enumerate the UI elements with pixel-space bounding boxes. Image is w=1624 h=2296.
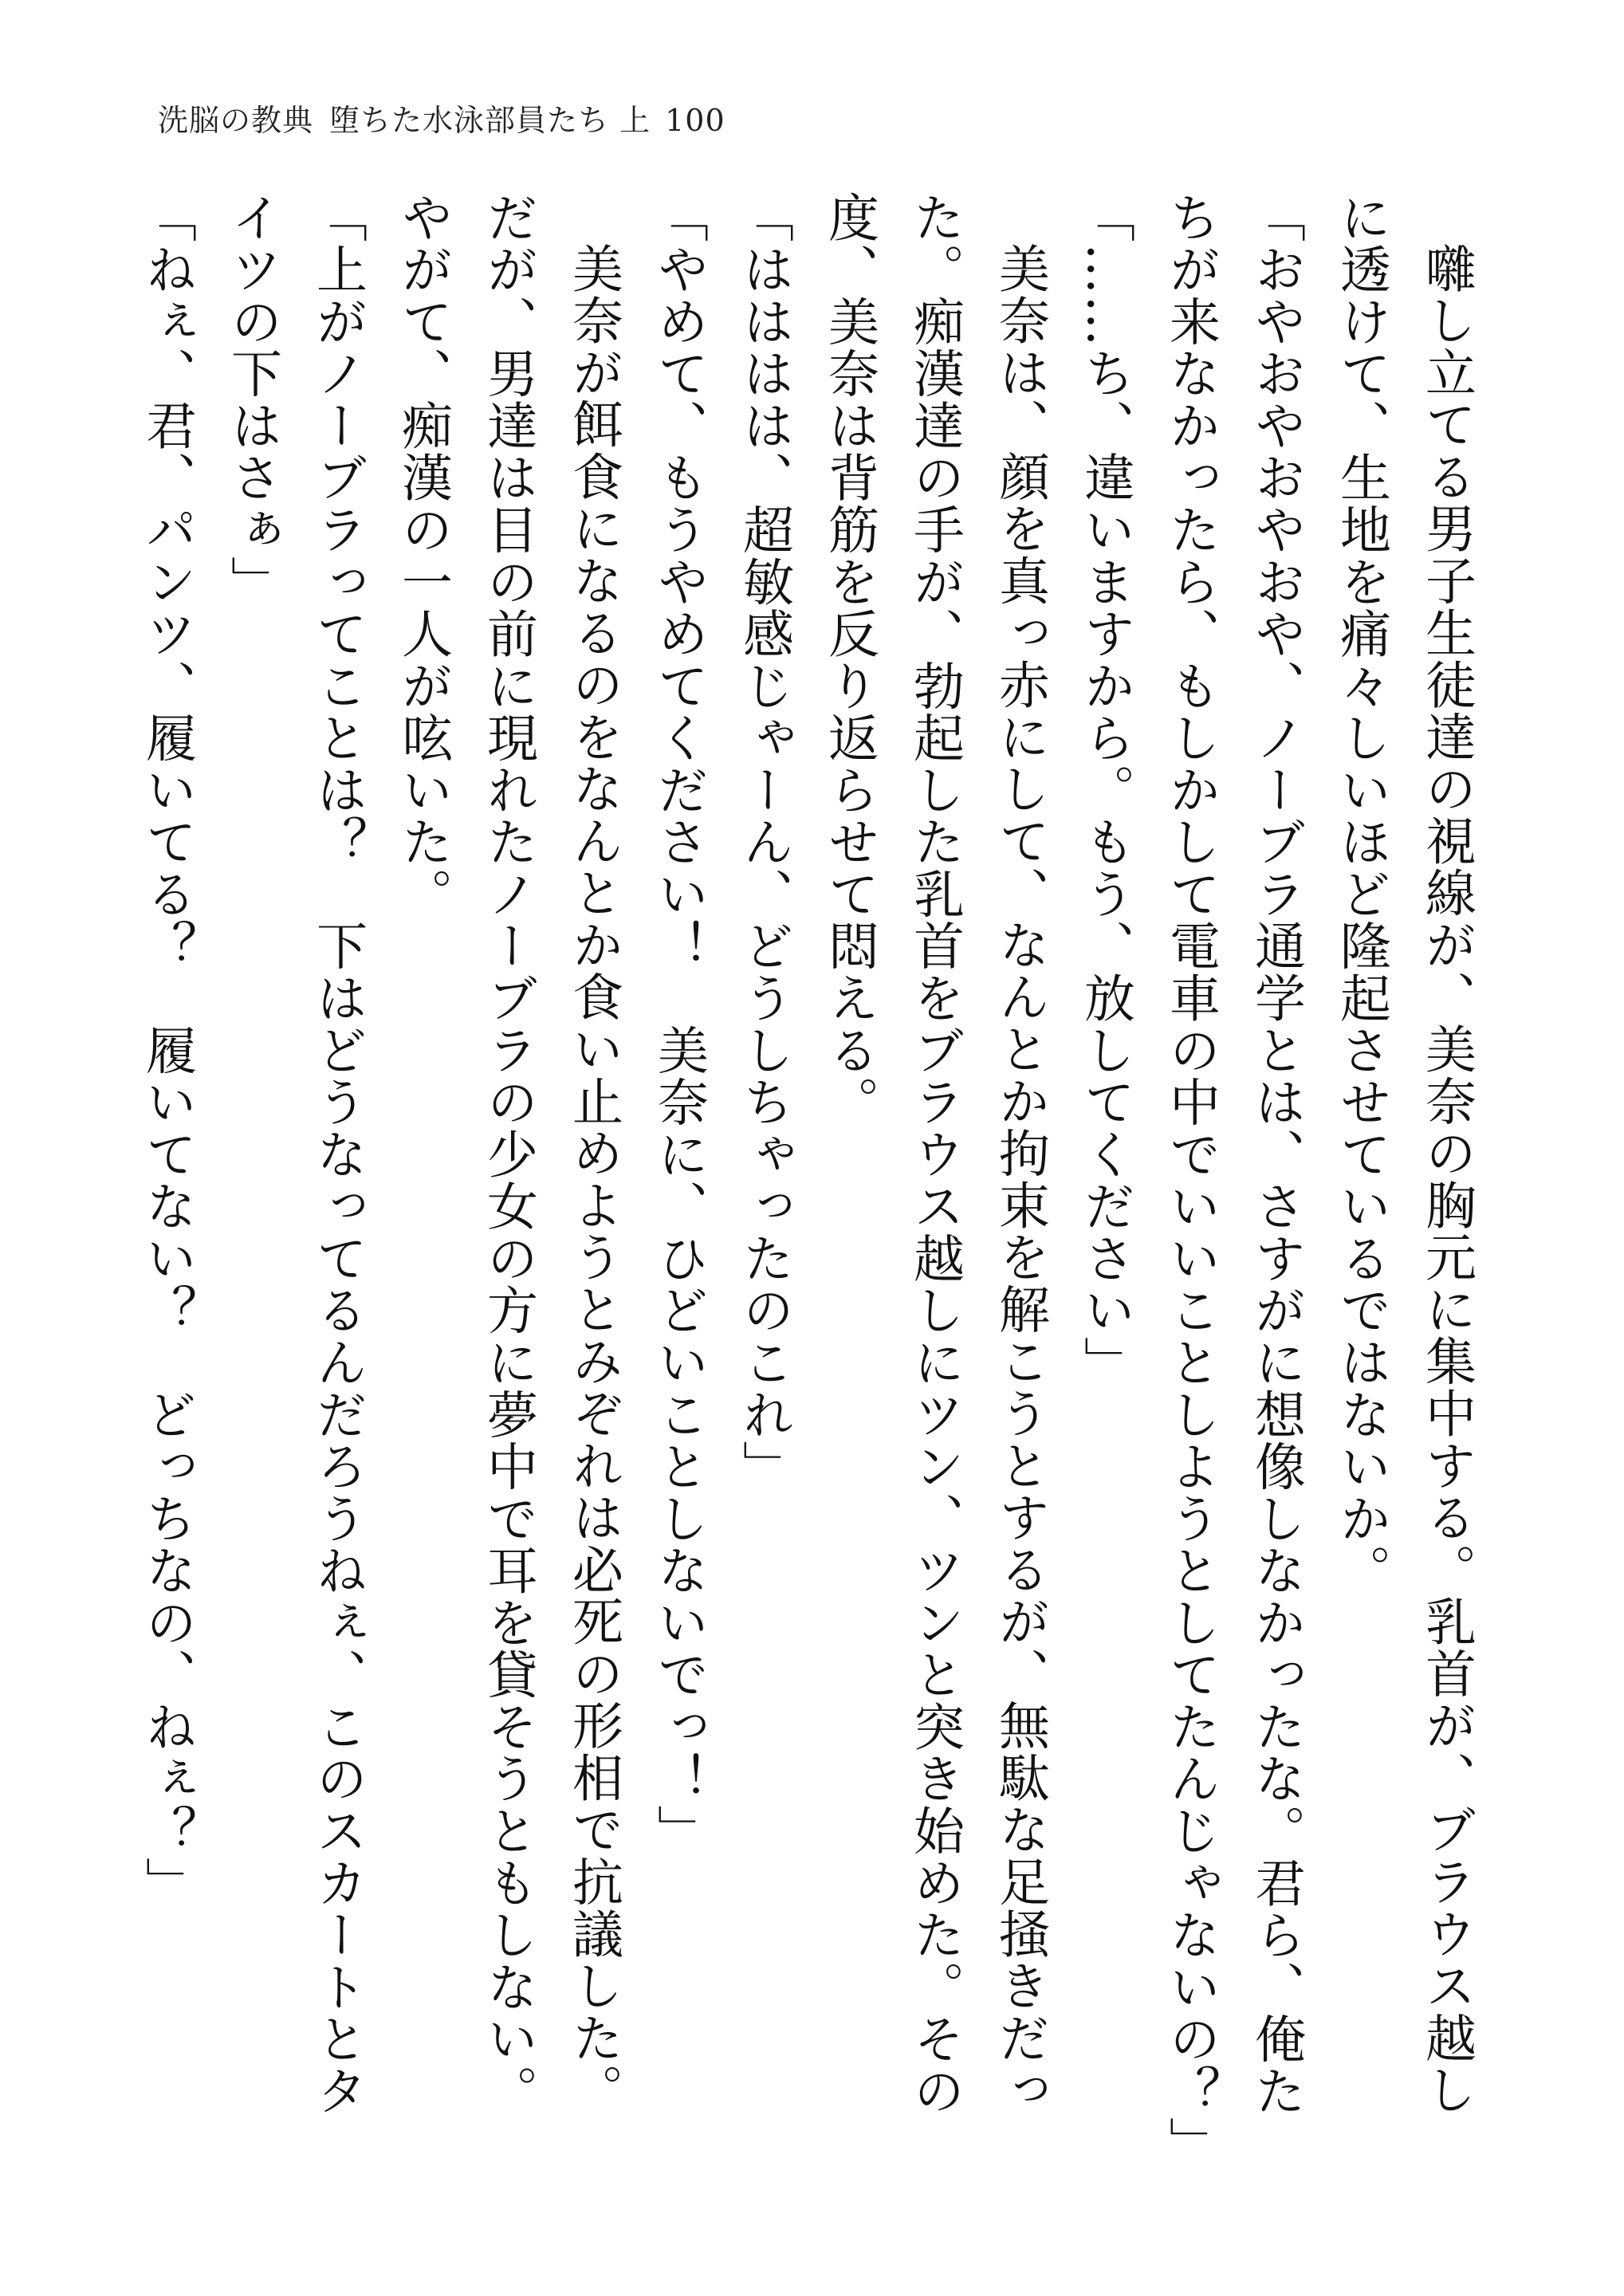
running-header (158, 96, 725, 140)
paragraph-3: 「……ち、違いますから。もう、放してください」 (1075, 191, 1134, 1389)
vertical-body-text (6, 191, 1488, 2169)
book-title: 洗脳の教典 (158, 103, 314, 138)
paragraph-5: 「はははは、超敏感じゃーん、どうしちゃったのこれ」 (734, 191, 793, 1492)
paragraph-9: 「ねぇ、君、パンツ、履いてる？ 履いてない？ どっちなの、ねぇ？」 (137, 191, 196, 1909)
volume-title: 堕ちた水泳部員たち 上 (329, 103, 651, 138)
paragraph-6: 「やめて、もうやめてください！ 美奈に、ひどいことしないでっ！」 (649, 191, 708, 1857)
page-number: 100 (665, 103, 725, 138)
paragraph-8: 「上がノーブラってことは？ 下はどうなってるんだろうねぇ、このスカートとタイツの下はさぁ」 (222, 191, 367, 2117)
paragraph-7: 美奈が餌食になるのをなんとか食い止めようとみぞれは必死の形相で抗議した。だが、男達は目の前に現れたノーブラの少女の方に夢中で耳を貸そうともしない。やがて、痴漢の一人が呟いた。 (393, 191, 623, 2117)
paragraph-1: 囃し立てる男子生徒達の視線が、美奈の胸元に集中する。乳首が、ブラウス越しに透けて、生地を痛々しいほど隆起させているではないか。 (1331, 191, 1476, 2117)
paragraph-2: 「おやおやおやおや、ノーブラ通学とは、さすがに想像しなかったな。君ら、俺たちが来なかったら、もしかして電車の中でいいことしようとしてたんじゃないの？」 (1161, 191, 1305, 2169)
paragraph-4: 美奈は、顔を真っ赤にして、なんとか拘束を解こうとするが、無駄な足掻きだった。痴漢達の手が、勃起した乳首をブラウス越しにツン、ツンと突き始めた。その度、美奈は背筋を反り返らせて悶える。 (820, 191, 1049, 2117)
